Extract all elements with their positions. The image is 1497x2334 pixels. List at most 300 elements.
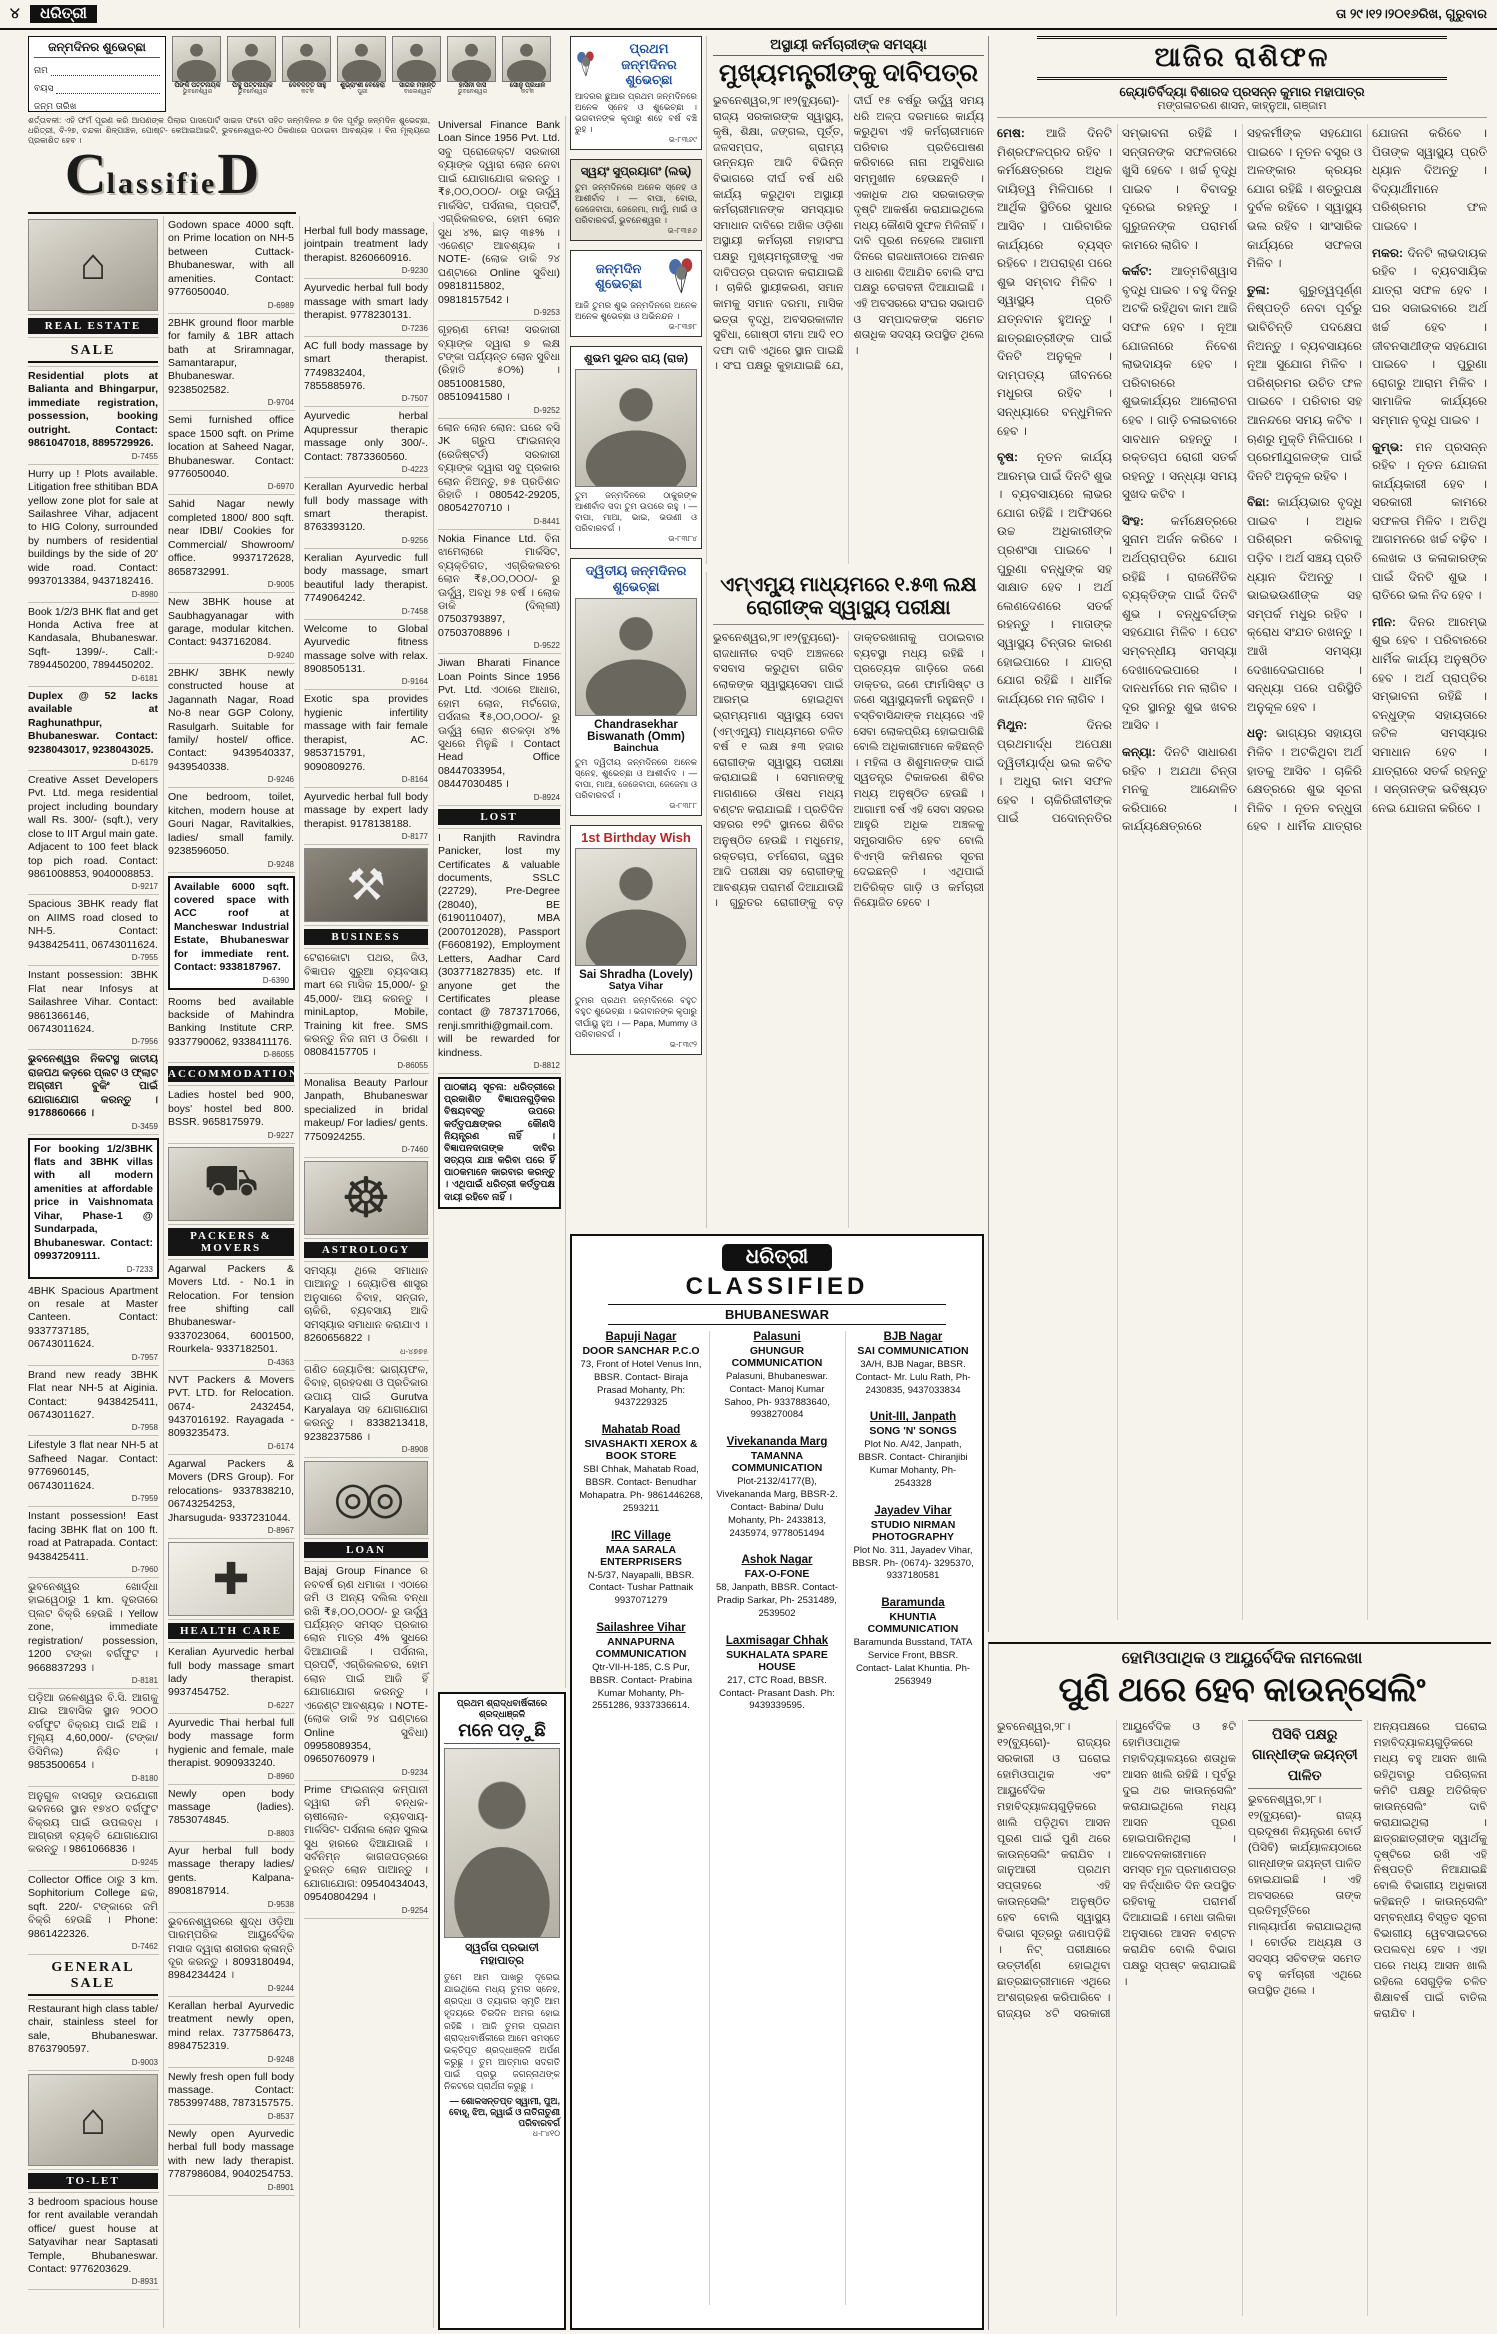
classified-block <box>168 1842 295 1913</box>
zodiac-entry <box>1122 262 1237 504</box>
classified-block <box>304 549 429 620</box>
ad-text: ଭୁବନେଶ୍ୱରରେ ଶୁଦ୍ଧ ଓଡ଼ିଆ ପାରମ୍ପରିକ ଆୟୁର୍ବେଦିକ ମସାଜ ଦ୍ୱାରା ଶରୀରର କ୍ଳାନ୍ତି ଦୂର କରନ୍ତୁ । 8093180494, 8984234424 । <box>168 1915 294 1982</box>
ad-text: Book 1/2/3 BHK flat and get Honda Activa free at Kandasala, Bhubaneswar. Sqft- 1399/-. Call:- 7894450200, 7894450202. <box>28 605 158 672</box>
classified-block <box>304 926 429 949</box>
ad-code: D-6989 <box>267 300 294 310</box>
classified-block <box>304 478 429 549</box>
classified-block <box>28 1138 159 1279</box>
section-photo <box>28 2074 158 2166</box>
ad-code: D-9230 <box>401 266 428 276</box>
classified-block <box>28 1871 159 1955</box>
ad-text: Instant possession! East facing 3BHK flat on 100 ft. road at Patrapada. Contact: 9438425411. <box>28 1510 158 1563</box>
classified-block <box>28 895 159 966</box>
ad-code: D-7458 <box>401 606 428 616</box>
memorial-ad <box>438 1692 566 2330</box>
article-headline: ପୁଣି ଥରେ ହେବ କାଉନ୍ସେଲିଂ <box>1058 1672 1426 1709</box>
ad-code: D-9252 <box>533 405 560 415</box>
classified-block <box>168 1643 295 1714</box>
office-entry <box>578 1424 704 1515</box>
ad-code: D-6174 <box>267 1441 294 1451</box>
classified-block <box>304 949 429 1074</box>
ad-code: ଭ-୮୩୬୯ <box>668 134 697 144</box>
section-header: GENERAL SALE <box>28 1958 158 1996</box>
classified-block <box>304 1539 429 1562</box>
ad-text: Newly open Ayurvedic herbal full body massage with new lady therapist. 7787986084, 9040254753. <box>168 2127 294 2181</box>
ad-code: D-9005 <box>267 580 294 590</box>
birthday-ad-note: ତୁମ ଜନ୍ମଦିନରେ ଅନେକ ସ୍ନେହ ଓ ଆଶୀର୍ବାଦ । — ବାପା, ବୋଉ, ଜେଜେବାପା, ଜେଜେମା, ମାମୁଁ, ମାଇଁ ଓ ପରିବାରବର୍ଗ, ଭୁବନେଶ୍ୱର । <box>575 181 697 226</box>
classified-block <box>168 1714 295 1785</box>
ad-code: D-8967 <box>267 1526 294 1536</box>
classified-block <box>168 2125 295 2196</box>
office-shop: TAMANNA COMMUNICATION <box>731 1450 823 1475</box>
ad-code: D-6390 <box>262 975 289 985</box>
offices-list <box>578 1331 976 2305</box>
classified-block <box>438 654 561 805</box>
birthday-child-name: Sai Shradha (Lovely) <box>579 969 693 982</box>
zodiac-prediction: କର୍ମକ୍ଷେତ୍ରରେ ସୁନାମ ଅର୍ଜନ କରିବେ । ଅର୍ଥପ୍ରାପ୍ତିର ଯୋଗ ରହିଛି । ରାଜନୈତିକ ବ୍ୟକ୍ତିଙ୍କ ପାଇଁ ଦିନଟି ଶୁଭ । ବନ୍ଧୁବର୍ଗଙ୍କ ସହଯୋଗ ମିଳିବ । ପେଟ ସମ୍ବନ୍ଧୀୟ ସମସ୍ୟା ଦେଖାଦେଇପାରେ । ଦାନଧର୍ମରେ ମନ ଲାଗିବ । ଦୂର ସ୍ଥାନରୁ ଶୁଭ ଖବର ଆସିବ । <box>1122 513 1237 733</box>
office-address: 58, Janpath, BBSR. Contact- Pradip Sarkar, Ph- 2531489, 2539502 <box>716 1582 838 1619</box>
ad-code: D-7960 <box>131 1564 158 1574</box>
ad-text: Agarwal Packers & Movers Ltd. - No.1 in Relocation. For tension free shifting call Bhubaneswar- 9337023064, 6001500, Rourkela- 9337182501. <box>168 1262 294 1356</box>
article-kicker: ଅସ୍ଥାୟୀ କର୍ମଚାରୀଙ୍କ ସମସ୍ୟା <box>713 36 984 56</box>
classified-block <box>28 1050 159 1134</box>
office-area: Ashok Nagar <box>741 1554 813 1567</box>
section-banner: LOST <box>438 809 560 825</box>
office-shop: SIVASHAKTI XEROX & BOOK STORE <box>584 1438 698 1463</box>
logo-letter-c: C <box>64 144 107 206</box>
classified-block <box>28 2193 159 2291</box>
section-banner: TO-LET <box>28 2173 158 2189</box>
kid-place: ବାଲେଶ୍ୱର <box>403 89 432 96</box>
section-photo <box>304 848 428 922</box>
zodiac-sign-name: ସିଂହ : <box>1122 514 1144 528</box>
baby-photo <box>575 848 697 966</box>
section-banner: LOAN <box>304 1542 428 1558</box>
classified-block <box>28 966 159 1050</box>
classified-block <box>304 407 429 478</box>
classified-block <box>304 620 429 691</box>
kid-caption <box>337 82 388 96</box>
ad-text: Creative Asset Developers Pvt. Ltd. mega residential project including boundary wall Rs. 300/- (sqft.), very close to IIT Argul main gate. Adjacent to 100 feet black top pich road. Contact: 9861008853, 9040008853. <box>28 773 158 880</box>
form-field-line[interactable] <box>56 85 160 94</box>
form-field-row <box>34 65 160 76</box>
kid-place: ଭୁବନେଶ୍ୱର <box>457 89 488 96</box>
kid-caption <box>502 82 553 96</box>
office-shop: SUKHALATA SPARE HOUSE <box>726 1648 828 1673</box>
ad-code: D-8908 <box>401 1445 428 1455</box>
ad-code: D-9253 <box>533 308 560 318</box>
classified-block <box>168 1225 295 1260</box>
ad-text: Welcome to Global Ayurvedic fitness massage solve with relax. 8908505131. <box>304 622 428 675</box>
birthday-kid <box>337 36 388 112</box>
ad-text: One bedroom, toilet, kitchen, modern house at Gouri Nagar, Ravitalkies, ladies/ small family. 9238596050. <box>168 791 294 858</box>
classified-block <box>28 338 159 367</box>
classified-block <box>168 216 295 314</box>
office-shop: STUDIO NIRMAN PHOTOGRAPHY <box>870 1518 956 1543</box>
article-headline: ମୁଖ୍ୟମନ୍ତ୍ରୀଙ୍କୁ ଦାବିପତ୍ର <box>718 60 979 87</box>
section-banner: PACKERS & MOVERS <box>168 1228 294 1256</box>
classified-block <box>168 1620 295 1643</box>
memorial-name: ସ୍ୱର୍ଗତା ପ୍ରଭାତୀ ମହାପାତ୍ର <box>465 1942 539 1967</box>
office-address: 73, Front of Hotel Venus Inn, BBSR. Contact- Biraja Prasad Mohanty, Ph: 9437229325 <box>580 1359 702 1409</box>
kid-place: ଭୁବନେଶ୍ୱର <box>182 89 213 96</box>
zodiac-sign-name: ମେଷ : <box>997 126 1025 140</box>
kid-name: ସାଗର ମହାନ୍ତି <box>399 82 436 89</box>
classified-block <box>28 1282 159 1366</box>
classified-logo <box>28 144 296 214</box>
ad-text: ଗଣିତ ଜ୍ୟୋତିଷ: ଭାଗ୍ୟଫଳ, ବିବାହ, ଗ୍ରହଦଶା ଓ ପ୍ରତିକାର ଉପାୟ ପାଇଁ Gurutva Karyalaya ସହ ଯୋଗାଯୋଗ କରନ୍ତୁ । 8338213418, 9238237586 । <box>304 1363 428 1443</box>
classified-block <box>168 1144 295 1225</box>
ad-code: D-9227 <box>267 1130 294 1140</box>
classified-block <box>168 1063 299 1086</box>
zodiac-prediction: ଦିନର ପ୍ରଥମାର୍ଦ୍ଧ ଅପେକ୍ଷା ଦ୍ୱିତୀୟାର୍ଦ୍ଧ ଭଲ କଟିବ । ଅଧୁରା କାମ ସଫଳ ହେବ । ଚାକିରିଜୀବୀଙ୍କ ପାଇଁ ପଦୋନ୍ନତିର ସମ୍ଭାବନା ରହିଛି । ସନ୍ତାନଙ୍କ ସଫଳତାରେ ଖୁସି ହେବେ । ଖର୍ଚ୍ଚ ବୃଦ୍ଧି ପାଇବ । ବିବାଦରୁ ଦୂରେଇ ରହନ୍ତୁ । ଗୁରୁଜନଙ୍କ ପରାମର୍ଶ କାମରେ ଲାଗିବ । <box>997 126 1237 826</box>
form-field-label: ବୟସ <box>34 83 54 93</box>
birthday-kid <box>172 36 223 112</box>
section-photo <box>28 219 158 311</box>
article-paragraph: ଭୁବନେଶ୍ୱର,୨୮।୧୨(ବ୍ୟୁରୋ)- ରାଜ୍ୟର ସରକାରୀ ଓ ଘରୋଇ ହୋମିଓପାଥିକ ଏବଂ ଆୟୁର୍ବେଦିକ ମହାବିଦ୍ୟାଳୟଗୁଡ଼ିକରେ ଖାଲି ପଡ଼ିଥିବା ଆସନ ପୂରଣ ପାଇଁ ପୁଣି ଥରେ କାଉନ୍ସେଲିଂ କରାଯିବ । ଜାନୁଆରୀ ପ୍ରଥମ ସପ୍ତାହରେ ଏହି କାଉନ୍ସେଲିଂ ଅନୁଷ୍ଠିତ ହେବ ବୋଲି ସ୍ୱାସ୍ଥ୍ୟ ବିଭାଗ ସୂତ୍ରରୁ ଜଣାପଡ଼ିଛି । ନିଟ୍ ପରୀକ୍ଷାରେ ଉତ୍ତୀର୍ଣ୍ଣ ହୋଇଥିବା ଛାତ୍ରଛାତ୍ରୀମାନେ ଏଥିରେ ଅଂଶଗ୍ରହଣ କରିପାରିବେ । ରାଜ୍ୟର ୪ଟି ସରକାରୀ ଆୟୁର୍ବେଦିକ ଓ ୫ଟି ହୋମିଓପାଥିକ ମହାବିଦ୍ୟାଳୟରେ ଶତାଧିକ ଆସନ ଖାଲି ରହିଛି । ପୂର୍ବରୁ ଦୁଇ ଥର କାଉନ୍ସେଲିଂ କରାଯାଇଥିଲେ ମଧ୍ୟ ଆସନ ପୂରଣ ହୋଇପାରିନଥିଲା । ଆବେଦନକାରୀମାନେ ସମସ୍ତ ମୂଳ ପ୍ରମାଣପତ୍ର ସହ ନିର୍ଦ୍ଧାରିତ ଦିନ ଉପସ୍ଥିତ ରହିବାକୁ ପରାମର୍ଶ ଦିଆଯାଇଛି । ମେଧା ତାଲିକା ଅନୁସାରେ ଆସନ ବଣ୍ଟନ କରାଯିବ ବୋଲି ବିଭାଗ ପକ୍ଷରୁ ସ୍ପଷ୍ଟ କରାଯାଇଛି । <box>997 1721 1236 2020</box>
office-entry <box>578 1622 704 1713</box>
ad-code: D-7956 <box>131 1037 158 1047</box>
zodiac-sign-name: ମୀନ : <box>1372 615 1396 629</box>
ad-code: D-7233 <box>126 1264 153 1274</box>
zodiac-sign-name: ମିଥୁନ : <box>997 718 1027 732</box>
ad-code: D-9522 <box>533 641 560 651</box>
office-area: IRC Village <box>611 1529 671 1542</box>
ad-code: ଧ-୪୭୭୫ <box>400 1346 428 1356</box>
section-photo <box>304 1161 428 1235</box>
office-entry <box>850 1505 976 1583</box>
kid-caption <box>392 82 443 96</box>
ad-text: Instant possession: 3BHK Flat near Infosys at Sailashree Vihar. Contact: 9861366146, 06743011624. <box>28 969 158 1035</box>
zodiac-entry <box>1372 244 1487 430</box>
ad-code: D-9248 <box>267 2054 294 2064</box>
ad-text: Duplex @ 52 lacks available at Raghunathpur, Bhubaneswar. Contact: 9238043017, 9238043025. <box>28 689 158 756</box>
ad-code: D-6179 <box>131 757 158 767</box>
classified-block <box>438 321 561 419</box>
ad-code: ଭ-୮୩୮୪ <box>668 534 697 544</box>
office-area: Palasuni <box>753 1331 801 1343</box>
ad-code: D-9538 <box>267 1899 294 1909</box>
kid-place: କଟକ <box>300 89 315 96</box>
ad-code: D-7462 <box>131 1942 158 1951</box>
ad-text: ଭୁବନେଶ୍ୱର ଖୋର୍ଦ୍ଧା ହାଇୱେଠାରୁ 1 km. ଦୂରତାରେ ପ୍ଲଟ ବିକ୍ରି ହେଉଛି । Yellow zone, immediate registration/ possession, 1200 ଟଙ୍କା ବର୍ଗଫୁଟ । 9668837293 । <box>28 1580 158 1674</box>
ad-code: D-8441 <box>533 516 560 526</box>
birthday-ad-first-wish <box>570 825 702 1055</box>
classified-block <box>304 1458 429 1539</box>
classified-block <box>168 1371 295 1455</box>
ad-text: Nokia Finance Ltd. ବିନା ଝାମେଲାରେ ମାର୍କସିଟ, ବ୍ୟକ୍ତିଗତ, ଏଗ୍ରିକଲଚର ଲୋନ ₹୫,୦୦,୦୦୦/- ରୁ ଊର୍ଦ୍ଧ୍ୱ, ଅବଧି ୨୫ ବର୍ଷ । ଲୋକ ଡାକି (ଦିଲ୍ଲୀ) 07503793897, 07503708896 । <box>438 532 560 639</box>
form-field-line[interactable] <box>79 103 160 112</box>
office-address: 3A/H, BJB Nagar, BBSR. Contact- Mr. Lulu Rath, Ph- 2430835, 9437033834 <box>855 1359 971 1396</box>
zodiac-prediction: ନୂତନ କାର୍ଯ୍ୟ ଆରମ୍ଭ ପାଇଁ ଦିନଟି ଶୁଭ । ବ୍ୟବସାୟରେ ଲାଭର ଯୋଗ ରହିଛି । ଅଫିସରେ ଉଚ୍ଚ ଅଧିକାରୀଙ୍କ ପ୍ରଶଂସା ପାଇବେ । ପୁରୁଣା ବନ୍ଧୁଙ୍କ ସହ ସାକ୍ଷାତ ହେବ । ଅର୍ଥ ଲେଣଦେଣରେ ସତର୍କ ରହନ୍ତୁ । ମାତାଙ୍କ ସ୍ୱାସ୍ଥ୍ୟ ଚିନ୍ତାର କାରଣ ହୋଇପାରେ । ଯାତ୍ରା ଯୋଗ ରହିଛି । ଧାର୍ମିକ କାର୍ଯ୍ୟରେ ମନ ଲାଗିବ । <box>997 450 1112 706</box>
office-address: 217, CTC Road, BBSR. Contact- Prasant Dash. Ph: 9439339595. <box>719 1674 835 1712</box>
ad-code: D-8901 <box>267 2182 294 2192</box>
section-photo <box>304 1461 428 1535</box>
ad-text: For booking 1/2/3BHK flats and 3BHK villas with all modern amenities at affordable price in Vaishnomata Vihar, Phase-1 @ Sundarpada, Bhubaneswar. Contact: 09937209111. <box>34 1142 153 1263</box>
classified-block <box>304 222 429 279</box>
masthead <box>0 0 1497 30</box>
zodiac-sign-name: ତୁଳା : <box>1247 283 1270 297</box>
ad-text: ଅନୁଗୁଳ ବାସଗୃହ ଉପଯୋଗୀ ଭବନରେ ସ୍ଥାନ ୧୭୪୦ ବର୍ଗଫୁଟ ବିକ୍ରୟ ପାଇଁ ଉପଲବ୍ଧ । ଆଗ୍ରହୀ ବ୍ୟକ୍ତି ଯୋଗାଯୋଗ କରନ୍ତୁ । 9861066836 । <box>28 1789 158 1856</box>
classified-block <box>28 315 159 338</box>
office-address: Palasuni, Bhubaneswar. Contact- Manoj Kumar Sahoo, Ph- 9337883640, 9938270084 <box>724 1371 830 1421</box>
memorial-signature: — ଶୋକସନ୍ତପ୍ତ ସ୍ୱାମୀ, ପୁଅ, ବୋହୂ, ଝିଅ, ଜ୍ୱାଇଁ ଓ ନାତିନାତୁଣୀ ପରିବାରବର୍ଗ <box>449 2096 560 2129</box>
ad-code: D-6181 <box>131 673 158 683</box>
ad-text: Collector Office ଠାରୁ 3 km. Sophitorium College ଛକ, sqft. 220/- ଟଙ୍କାରେ ଜମି ବିକ୍ରି ହେଉଛି । Phone: 9861422326. <box>28 1873 158 1940</box>
zodiac-sign-name: କୁମ୍ଭ : <box>1372 440 1403 454</box>
office-shop: FAX-O-FONE <box>744 1568 810 1581</box>
ad-code: D-6970 <box>267 482 294 492</box>
classified-block <box>304 845 429 926</box>
ad-text: Available 6000 sqft. covered space with ACC roof at Mancheswar Industrial Estate, Bhubaneswar for immediate rent. Contact: 9338187967. <box>174 880 289 974</box>
ad-text: ସମସ୍ୟା ଥିଲେ ସମାଧାନ ପାଆନ୍ତୁ । ଜ୍ୟୋତିଷ ଶାସ୍ତ୍ର ଅନୁସାରେ ବିବାହ, ସନ୍ତାନ, ଚାକିରି, ବ୍ୟବସାୟ ଆଦି ସମସ୍ୟାର ସମାଧାନ କରାଯାଏ । 8260656822 । <box>304 1265 428 1345</box>
office-entry <box>850 1411 976 1490</box>
office-address: Plot No. 311, Jayadev Vihar, BBSR. Ph- (0674)- 3295370, 9337180581 <box>852 1544 974 1582</box>
office-address: SBI Chhak, Mahatab Road, BBSR. Contact- Benudhar Mohapatra. Ph- 9861446268, 2593211 <box>579 1464 703 1514</box>
birthday-child-name: Chandrasekhar Biswanath (Omm) <box>587 718 685 743</box>
memorial-photo <box>444 1748 560 1938</box>
classified-block <box>304 279 429 336</box>
kid-name: ପିଙ୍କି ପଟ୍ଟନାୟକ <box>174 82 221 89</box>
classified-block <box>168 411 295 495</box>
kid-name: ପିକୁ ପଟ୍ଟନାୟକ <box>232 82 273 89</box>
ad-text: Semi furnished office space 1500 sqft. on Prime location at Saheed Nagar, Bhubaneswar. Contact: 9776050040. <box>168 414 294 480</box>
office-shop: DOOR SANCHAR P.C.O <box>582 1345 700 1357</box>
office-area: Bapuji Nagar <box>605 1331 677 1343</box>
ad-text: ଲୋନ ଲୋନ ଲୋନ: ଘରେ ବସି JK ଗ୍ରୁପ ଫାଇନାନ୍ସ (ରେଜିଷ୍ଟର୍ଡ) ସରକାରୀ ବ୍ୟାଙ୍କ ଦ୍ୱାରା ସବୁ ପ୍ରକାର ଲୋନ ନିଅନ୍ତୁ, ୭୫ ପ୍ରତିଶତ ରିହାତି । 080542-29205, 08054270710 । <box>438 421 560 515</box>
page-number: ୪ <box>10 5 20 22</box>
classified-block <box>304 1361 429 1459</box>
ad-text: Godown space 4000 sqft. on Prime location on NH-5 between Cuttack- Bhubaneswar, with all amenities. Contact: 9776050040. <box>168 219 294 299</box>
zodiac-prediction: ଦିନଟି ସାଧାରଣ ରହିବ । ଅଯଥା ଚିନ୍ତା ମନକୁ ଆନ୍ଦୋଳିତ କରିପାରେ । କାର୍ଯ୍ୟକ୍ଷେତ୍ରରେ ସହକର୍ମୀଙ୍କ ସହଯୋଗ ପାଇବେ । ନୂତନ ବସ୍ତ୍ର ଓ ଅଳଙ୍କାର କ୍ରୟର ଯୋଗ ରହିଛି । ଶତ୍ରୁପକ୍ଷ ଦୁର୍ବଳ ରହିବେ । ସ୍ୱାସ୍ଥ୍ୟ ଭଲ ରହିବ । ସାଂସାରିକ କାର୍ଯ୍ୟରେ ସଫଳତା ମିଳିବ । <box>1122 126 1362 834</box>
classified-block <box>168 1260 295 1371</box>
dharitri-logo: ଧରିତ୍ରୀ <box>722 1244 832 1271</box>
classified-block <box>438 1077 561 1209</box>
office-area: BJB Nagar <box>883 1331 943 1343</box>
ad-text: ଗୃହଋଣ ମେଳା! ସରକାରୀ ବ୍ୟାଙ୍କ ଦ୍ୱାରା ୭ ଲକ୍ଷ ଟଙ୍କା ପର୍ଯ୍ୟନ୍ତ ଲୋନ ସୁବିଧା (ରିହାତି ୫୦%) । 08510081580, 08510941580 । <box>438 324 560 404</box>
classified-block <box>168 1086 295 1143</box>
classified-block <box>28 1578 159 1689</box>
ad-text: 3 bedroom spacious house for rent available verandah office/ guest house at Satyavihar near Saptasati Temple, Bhubaneswar. Contact: 9776203629. <box>28 2195 158 2275</box>
zodiac-entry <box>1247 281 1362 486</box>
ad-text: Agarwal Packers & Movers (DRS Group). For relocations- 9337838210, 06743254253, Jharsuguda- 9337231044. <box>168 1457 294 1524</box>
ad-code: D-9246 <box>267 775 294 785</box>
classified-block <box>438 806 561 829</box>
birthday-ad-note: ଆଜି ତୁମର ଶୁଭ ଜନ୍ମଦିନରେ ଅନେକ ଅନେକ ଶୁଭେଚ୍ଛା ଓ ଅଭିନନ୍ଦନ । <box>575 300 697 322</box>
office-entry <box>850 1331 976 1397</box>
birthday-ad-first <box>570 36 702 150</box>
office-entry <box>850 1597 976 1688</box>
classified-column-1 <box>28 216 164 2328</box>
ad-code: ଭ-୮୩୯୨ <box>669 1039 697 1049</box>
kid-photo <box>392 36 441 82</box>
kid-photo <box>172 36 221 82</box>
ad-text: Universal Finance Bank Loan Since 1956 Pvt. Ltd. ସବୁ ପ୍ରୋଜେକ୍ଟ/ ସରକାରୀ ବ୍ୟାଙ୍କ ଦ୍ୱାରା ଲୋନ ନେବା ପାଇଁ ଯୋଗାଯୋଗ କରନ୍ତୁ । ₹୫,୦୦,୦୦୦/- ଠାରୁ ଊର୍ଦ୍ଧ୍ୱ ମାର୍କସିଟ, ପର୍ସନାଲ, ପ୍ରପର୍ଟି, ଏଗ୍ରିକଲଚର, ହୋମ ଲୋନ ସୁଧ ୪%, ଛାଡ଼ ୩୫% । ଏଜେଣ୍ଟ ଆବଶ୍ୟକ । NOTE- (ଲୋକ ଡାକି ୨୪ ଘଣ୍ଟାରେ Online ସୁବିଧା) 09818115802, 09818157542 । <box>438 119 560 306</box>
birthday-ad-swayam <box>570 159 702 241</box>
zodiac-sign-name: କନ୍ୟା : <box>1122 745 1156 759</box>
ad-text: Lifestyle 3 flat near NH-5 at Safheed Nagar. Contact: 9776960145, 06743011624. <box>28 1439 158 1492</box>
birthday-child-place: Satya Vihar <box>608 981 664 993</box>
ad-code: D-8537 <box>267 2111 294 2121</box>
horoscope-signs <box>997 124 1487 1620</box>
birthday-ad-title: ଜନ୍ମଦିନ ଶୁଭେଚ୍ଛା <box>595 260 643 292</box>
ad-text: Exotic spa provides hygienic infertility massage with fair female therapist, AC. 9853715791, 9090809276. <box>304 693 428 773</box>
article-headline: ଏମ୍ଏମ୍ୟୁ ମାଧ୍ୟମରେ ୧.୫୩ ଲକ୍ଷ ରୋଗୀଙ୍କ ସ୍ୱାସ୍ଥ୍ୟ ପରୀକ୍ଷା <box>713 574 984 625</box>
office-area: Jayadev Vihar <box>874 1504 952 1517</box>
ad-text: Kerallan Ayurvedic herbal full body massage with smart therapist. 8763393120. <box>304 481 428 534</box>
ad-code: ଭ-୮୩୭୮ <box>668 322 697 332</box>
zodiac-prediction: ଦିନର ଆରମ୍ଭ ଶୁଭ ହେବ । ପରିବାରରେ ଧାର୍ମିକ କାର୍ଯ୍ୟ ଅନୁଷ୍ଠିତ ହେବ । ଅର୍ଥ ପ୍ରାପ୍ତିର ସମ୍ଭାବନା ରହିଛି । ବନ୍ଧୁଙ୍କ ସହାୟତାରେ ଜଟିଳ ସମସ୍ୟାର ସମାଧାନ ହେବ । ଯାତ୍ରାରେ ସତର୍କ ରହନ୍ତୁ । ସନ୍ତାନଙ୍କ ଭବିଷ୍ୟତ ନେଇ ଯୋଜନା କରିବେ । <box>1372 614 1487 815</box>
ad-code: D-7236 <box>401 323 428 333</box>
classified-block <box>168 876 295 990</box>
ad-text: ପାଠକୀୟ ସୂଚନା: ଧରିତ୍ରୀରେ ପ୍ରକାଶିତ ବିଜ୍ଞାପନଗୁଡ଼ିକର ବିଷୟବସ୍ତୁ ଉପରେ କର୍ତ୍ତୃପକ୍ଷଙ୍କର କୌଣସି ନିୟନ୍ତ୍ରଣ ନାହିଁ । ବିଜ୍ଞାପନଦାତାଙ୍କ ଦାବିର ସତ୍ୟତା ଯାଞ୍ଚ କରିବା ପରେ ହିଁ ପାଠକମାନେ କାରବାର କରନ୍ତୁ । ଏଥିପାଇଁ ଧରିତ୍ରୀ କର୍ତ୍ତୃପକ୍ଷ ଦାୟୀ ରହିବେ ନାହିଁ । <box>444 1082 555 1203</box>
ad-code: D-8177 <box>401 832 428 842</box>
classified-column-3 <box>304 222 434 2328</box>
ad-code: D-8803 <box>267 1828 294 1838</box>
section-header: SALE <box>28 341 158 363</box>
birthday-ad-note: ତୁମ ଜନ୍ମଦିନରେ ଠାକୁରଙ୍କ ଆଶୀର୍ବାଦ ସଦା ତୁମ ଉପରେ ରହୁ । — ବାପା, ମାଆ, ଭାଇ, ଭଉଣୀ ଓ ପରିବାରବର୍ଗ । <box>575 490 697 534</box>
classified-block <box>304 337 429 408</box>
form-field-line[interactable] <box>51 67 160 76</box>
classified-block <box>28 2000 159 2071</box>
classified-block <box>28 771 159 896</box>
classified-block <box>28 1366 159 1437</box>
article-body <box>997 1720 1487 2316</box>
birthday-ad-title: 1st Birthday Wish <box>581 829 691 845</box>
classified-block <box>28 1507 159 1578</box>
kid-name: ସୋନୁ ପ୍ରଧାନ <box>509 82 546 89</box>
classified-column-4 <box>438 116 566 1688</box>
paper-name: ଧରିତ୍ରୀ <box>30 5 97 23</box>
classified-block <box>168 1455 295 1539</box>
ad-text: Ayurvedic herbal full body massage with smart lady therapist. 9778230131. <box>304 282 428 322</box>
offices-title: CLASSIFIED <box>685 1273 869 1300</box>
office-shop: KHUNTIA COMMUNICATION <box>867 1611 959 1636</box>
form-field-row <box>34 101 160 112</box>
kid-photo <box>447 36 496 82</box>
ad-text: Sahid Nagar newly completed 1800/ 800 sqft. near IDBI/ Cookies for Commercial/ Showroom/ office. 9937172628, 8658732991. <box>168 498 294 578</box>
kid-photo <box>502 36 551 82</box>
ad-text: Jiwan Bharati Finance Loan Points Since 1956 Pvt. Ltd. ଏଠାରେ ଆଧାର, ହୋମ ଲୋନ, ମର୍ଟଗେଜ, ପର୍ସନାଲ ₹୫,୦୦,୦୦୦/- ରୁ ଊର୍ଦ୍ଧ୍ୱ ଲୋନ ଶତକଡ଼ା ୪% ସୁଧରେ ମିଳୁଛି । Contact Head Office 08447033954, 08447030485 । <box>438 657 560 791</box>
classified-block <box>28 1436 159 1507</box>
zodiac-entry <box>1247 493 1362 716</box>
office-entry <box>578 1331 704 1410</box>
classified-block <box>28 2170 159 2193</box>
balloons-icon <box>575 43 597 85</box>
classified-block <box>28 367 159 465</box>
classified-block <box>304 1239 429 1262</box>
section-banner: ACCOMMODATION <box>168 1068 299 1081</box>
office-area: Unit-III, Janpath <box>869 1411 957 1424</box>
classified-block <box>438 530 561 655</box>
section-banner: HEALTH CARE <box>168 1623 294 1639</box>
kid-place: ପୁରୀ <box>357 89 368 96</box>
ad-text: Monalisa Beauty Parlour Janpath, Bhubaneswar specialized in bridal makeup/ For ladies/ gents. 7750924255. <box>304 1076 428 1143</box>
classified-block <box>168 788 295 872</box>
zodiac-prediction: କାର୍ଯ୍ୟଭାର ବୃଦ୍ଧି ପାଇବ । ଅଧିକ ପରିଶ୍ରମ କରିବାକୁ ପଡ଼ିବ । ଅର୍ଥ ସଞ୍ଚୟ ପ୍ରତି ଧ୍ୟାନ ଦିଅନ୍ତୁ । ଭାଇଭଉଣୀଙ୍କ ସହ ସମ୍ପର୍କ ମଧୁର ରହିବ । କ୍ରୋଧ ସଂଯତ ରଖନ୍ତୁ । ଆଖି ସମସ୍ୟା ଦେଖାଦେଇପାରେ । ସନ୍ଧ୍ୟା ପରେ ପରିସ୍ଥିତି ଅନୁକୂଳ ହେବ । <box>1247 495 1362 714</box>
logo-middle: lassifie <box>106 167 218 200</box>
zodiac-sign-name: ଧନୁ : <box>1247 726 1267 740</box>
ad-code: D-9217 <box>131 882 158 892</box>
baby-photo <box>575 369 697 487</box>
office-entry <box>714 1436 840 1540</box>
office-area: Sailashree Vihar <box>596 1621 686 1634</box>
office-shop: ANNAPURNA COMMUNICATION <box>595 1635 687 1660</box>
office-shop: GHUNGUR COMMUNICATION <box>731 1345 823 1369</box>
office-area: Vivekananda Marg <box>726 1436 828 1449</box>
article-body: ଭୁବନେଶ୍ୱର,୨୮।୧୨(ବ୍ୟୁରୋ)- ରାଜ୍ୟ ସରକାରଙ୍କ ସ୍ୱାସ୍ଥ୍ୟ, କୃଷି, ଶିକ୍ଷା, ଜଙ୍ଗଲ, ପୂର୍ତ୍ତ, ଜଳସମ୍ପଦ, ଗ୍ରାମ୍ୟ ଉନ୍ନୟନ ଆଦି ବିଭିନ୍ନ ବିଭାଗରେ ଦୀର୍ଘ ବର୍ଷ ଧରି କାର୍ଯ୍ୟ କରୁଥିବା ଅସ୍ଥାୟୀ କର୍ମଚାରୀମାନଙ୍କ ସମସ୍ୟାର ସମାଧାନ ଦାବିରେ ଅଖିଳ ଓଡ଼ିଶା ଅସ୍ଥାୟୀ କର୍ମଚାରୀ ମହାସଂଘ ପକ୍ଷରୁ ମୁଖ୍ୟମନ୍ତ୍ରୀଙ୍କୁ ଏକ ଦାବିପତ୍ର ପ୍ରଦାନ କରାଯାଇଛି । ଚାକିରି ସ୍ଥାୟୀକରଣ, ସମାନ କାମକୁ ସମାନ ଦରମା, ମାସିକ ଭତ୍ତା ବୃଦ୍ଧି, ଅବସରକାଳୀନ ସୁବିଧା, ଗୋଷ୍ଠୀ ବୀମା ଆଦି ୧୦ ଦଫା ଦାବି ଏଥିରେ ସ୍ଥାନ ପାଇଛି । ସଂଘ ପକ୍ଷରୁ କୁହାଯାଇଛି ଯେ, ଦୀର୍ଘ ୧୫ ବର୍ଷରୁ ଊର୍ଦ୍ଧ୍ୱ ସମୟ ଧରି ଅଳ୍ପ ଦରମାରେ କାର୍ଯ୍ୟ କରୁଥିବା ଏହି କର୍ମଚାରୀମାନେ ପରିବାର ପ୍ରତିପୋଷଣ କରିବାରେ ନାନା ଅସୁବିଧାର ସମ୍ମୁଖୀନ ହେଉଛନ୍ତି । ଏକାଧିକ ଥର ସରକାରଙ୍କ ଦୃଷ୍ଟି ଆକର୍ଷଣ କରାଯାଇଥିଲେ ମଧ୍ୟ କୌଣସି ସୁଫଳ ମିଳିନାହିଁ । ଦାବି ପୂରଣ ନହେଲେ ଆଗାମୀ ଦିନରେ ରାଜଧାନୀଠାରେ ଅନଶନ ଓ ଧାରଣା ଦିଆଯିବ ବୋଲି ସଂଘ ପକ୍ଷରୁ ଚେତାବନୀ ଦିଆଯାଇଛି । ଏହି ଅବସରରେ ସଂଘର ସଭାପତି ଓ ସମ୍ପାଦକଙ୍କ ସମେତ ଶତାଧିକ ସଦସ୍ୟ ଉପସ୍ଥିତ ଥିଲେ । <box>713 95 984 373</box>
form-field-row <box>34 83 160 94</box>
horoscope-box <box>988 36 1491 1632</box>
kid-caption <box>227 82 278 96</box>
offices-city: BHUBANESWAR <box>608 1304 946 1325</box>
zodiac-prediction: ଆତ୍ମବିଶ୍ୱାସ ବୃଦ୍ଧି ପାଇବ । ବହୁ ଦିନରୁ ଅଟକି ରହିଥିବା କାମ ଆଜି ସଫଳ ହେବ । ନୂଆ ଯୋଜନାରେ ନିବେଶ ଲାଭଦାୟକ ହେବ । ପରିବାରରେ ଶୁଭକାର୍ଯ୍ୟର ଆଲୋଚନା ହେବ । ଗାଡ଼ି ଚଳାଇବାରେ ସାବଧାନ ରହନ୍ତୁ । ରକ୍ତଚାପ ରୋଗୀ ସତର୍କ ରହନ୍ତୁ । ସନ୍ଧ୍ୟା ସମୟ ସୁଖଦ କଟିବ । <box>1122 264 1237 502</box>
date-line: ତା ୨୯।୧୨।୨୦୧୬ରିଖ, ଗୁରୁବାର <box>1336 6 1487 21</box>
article-paragraph: ଅନ୍ୟପକ୍ଷରେ ଘରୋଇ ମହାବିଦ୍ୟାଳୟଗୁଡ଼ିକରେ ମଧ୍ୟ ବହୁ ଆସନ ଖାଲି ରହିଥିବାରୁ ପରିଚାଳନା କମିଟି ପକ୍ଷରୁ ଅତିରିକ୍ତ କାଉନ୍ସେଲିଂ ଦାବି କରାଯାଇଥିଲା । ଛାତ୍ରଛାତ୍ରୀଙ୍କ ସ୍ୱାର୍ଥକୁ ଦୃଷ୍ଟିରେ ରଖି ଏହି ନିଷ୍ପତ୍ତି ନିଆଯାଇଛି ବୋଲି ବିଭାଗୀୟ ଅଧିକାରୀ କହିଛନ୍ତି । କାଉନ୍ସେଲିଂ ସମ୍ବନ୍ଧୀୟ ବିସ୍ତୃତ ସୂଚନା ବିଭାଗୀୟ ୱେବସାଇଟରେ ଉପଲବ୍ଧ ହେବ । ଏହା ପରେ ମଧ୍ୟ ଆସନ ଖାଲି ରହିଲେ ସେଗୁଡ଼ିକ ଚଳିତ ଶିକ୍ଷାବର୍ଷ ପାଇଁ ବାତିଲ କରାଯିବ । <box>1373 1721 1487 2020</box>
classified-block <box>168 1785 295 1842</box>
ad-text: 2BHK ground floor marble for family & 1BR attach bath at Sriramnagar, Samantarapur, Bhubaneswar. 9238502582. <box>168 316 294 396</box>
ad-code: D-7955 <box>131 953 158 963</box>
classified-block <box>168 1913 295 1997</box>
zodiac-entry <box>1122 512 1237 735</box>
office-address: Plot No. A/42, Janpath, BBSR. Contact- Chiranjibi Kumar Mohanty, Ph- 2543328 <box>858 1439 968 1489</box>
ad-code: D-9003 <box>131 2057 158 2067</box>
office-address: N-5/37, Nayapalli, BBSR. Contact- Tushar Pattnaik 9937071279 <box>587 1569 695 1607</box>
horoscope-title: ଆଜିର ରାଶିଫଳ <box>1037 36 1447 80</box>
office-area: Mahatab Road <box>601 1424 681 1437</box>
classified-block <box>28 465 159 603</box>
birthday-form-title: ଜନ୍ମଦିନର ଶୁଭେଚ୍ଛା <box>34 40 160 58</box>
ad-code: D-8931 <box>131 2277 158 2287</box>
article-health-check <box>706 572 984 1228</box>
kid-photo <box>227 36 276 82</box>
ad-text: Ladies hostel bed 900, boys' hostel bed 800. BSSR. 9658175979. <box>168 1089 294 1129</box>
classified-block <box>28 216 159 315</box>
birthday-ad-note: ତୁମ ଦ୍ୱିତୀୟ ଜନ୍ମଦିନରେ ଅନେକ ସ୍ନେହ, ଶୁଭେଚ୍ଛା ଓ ଆଶୀର୍ବାଦ । — ବାପା, ମାଆ, ଜେଜେବାପା, ଜେଜେମା ଓ ପରିବାରବର୍ଗ । <box>575 756 697 800</box>
mini-article-headline: ପିସିବି ପକ୍ଷରୁ ଗାନ୍ଧୀଙ୍କ ଜୟନ୍ତୀ ପାଳିତ <box>1248 1720 1362 1789</box>
birthday-kid <box>502 36 553 112</box>
office-entry <box>714 1635 840 1713</box>
ad-text: Ayur herbal full body massage therapy ladies/ gents. Kalpana- 8908187914. <box>168 1844 294 1898</box>
office-address: Qtr-VII-H-185, C.S Pur, BBSR. Contact- Prabina Kumar Mohanty, Ph- 2551286, 9337336614. <box>589 1661 693 1712</box>
article-demand-charter <box>706 36 984 564</box>
zodiac-prediction: ଆଜି ଦିନଟି ମିଶ୍ରଫଳପ୍ରଦ ରହିବ । କର୍ମକ୍ଷେତ୍ରରେ ଅଧିକ ଦାୟିତ୍ୱ ମିଳିପାରେ । ଆର୍ଥିକ ସ୍ଥିତିରେ ସୁଧାର ଆସିବ । ପାରିବାରିକ କାର୍ଯ୍ୟରେ ବ୍ୟସ୍ତ ରହିବେ । ଅପରାହ୍ଣ ପରେ ଶୁଭ ସମ୍ବାଦ ମିଳିବ । ସ୍ୱାସ୍ଥ୍ୟ ପ୍ରତି ଯତ୍ନବାନ ହୁଅନ୍ତୁ । ଛାତ୍ରଛାତ୍ରୀଙ୍କ ପାଇଁ ଦିନଟି ଅନୁକୂଳ । ଦାମ୍ପତ୍ୟ ଜୀବନରେ ମଧୁରତା ରହିବ । ସନ୍ଧ୍ୟାରେ ବନ୍ଧୁମିଳନ ହେବ । <box>997 126 1112 438</box>
ad-code: D-9704 <box>267 398 294 408</box>
zodiac-sign-name: ବିଛା : <box>1247 495 1270 509</box>
classified-block <box>168 993 295 1064</box>
birthday-ad-shubham <box>570 346 702 549</box>
birthday-child-name: ଶୁଭମ ସୁନ୍ଦର ରାୟ (ରାଜ) <box>583 353 689 366</box>
birthday-child-place: Bainchua <box>613 742 659 754</box>
ad-code: D-9254 <box>401 1905 428 1915</box>
kid-caption <box>282 82 333 96</box>
office-shop: SONG 'N' SONGS <box>869 1425 957 1438</box>
memorial-text: ତୁମେ ଆମ ପାଖରୁ ଦୂରେଇ ଯାଇଥିଲେ ମଧ୍ୟ ତୁମର ସ୍ନେହ, ଶ୍ରଦ୍ଧା ଓ ତ୍ୟାଗର ସ୍ମୃତି ଆମ ହୃଦୟରେ ଚିରଦିନ ଅମର ହୋଇ ରହିଛି । ଆଜି ତୁମର ପ୍ରଥମ ଶ୍ରାଦ୍ଧବାର୍ଷିକୀରେ ଆମେ ସମସ୍ତେ ଭକ୍ତିପୂତ ଶ୍ରଦ୍ଧାଞ୍ଜଳି ଅର୍ପଣ କରୁଛୁ । ତୁମ ଆତ୍ମାର ସଦଗତି ପାଇଁ ପ୍ରଭୁ ଜଗନ୍ନାଥଙ୍କ ନିକଟରେ ପ୍ରାର୍ଥନା କରୁଛୁ । <box>444 1972 560 2092</box>
masthead-left <box>10 5 97 23</box>
article-counselling <box>988 1642 1491 2330</box>
classified-block <box>304 1074 429 1158</box>
ad-code: D-9245 <box>131 1857 158 1867</box>
ad-text: Keralian Ayurvedic full body massage, smart beautiful lady therapist. 7749064242. <box>304 551 428 605</box>
birthday-child-name: ସ୍ୱୟଂ ସୁପ୍ରୟାଗଂ (ଲଭ୍) <box>580 165 692 178</box>
balloons-icon <box>666 255 697 297</box>
ad-text: Ayurvedic herbal full body massage by expert lady therapist. 9178138188. <box>304 791 428 830</box>
birthday-kid <box>227 36 278 112</box>
birthday-kid <box>447 36 498 112</box>
ad-text: Hurry up ! Plots available. Litigation free sthitiban BDA yellow zone plot for sale at Sailashree Vihar, adjacent to HIG Colony, surrounded by numbers of residential buildings by the side of 20' wide road. Contact: 9937013384, 9437182416. <box>28 467 158 588</box>
ad-text: Ayurvedic herbal Aqupressur therapic massage only 300/-. Contact: 7873360560. <box>304 410 428 463</box>
kid-place: ଭୁବନେଶ୍ୱର <box>237 89 268 96</box>
